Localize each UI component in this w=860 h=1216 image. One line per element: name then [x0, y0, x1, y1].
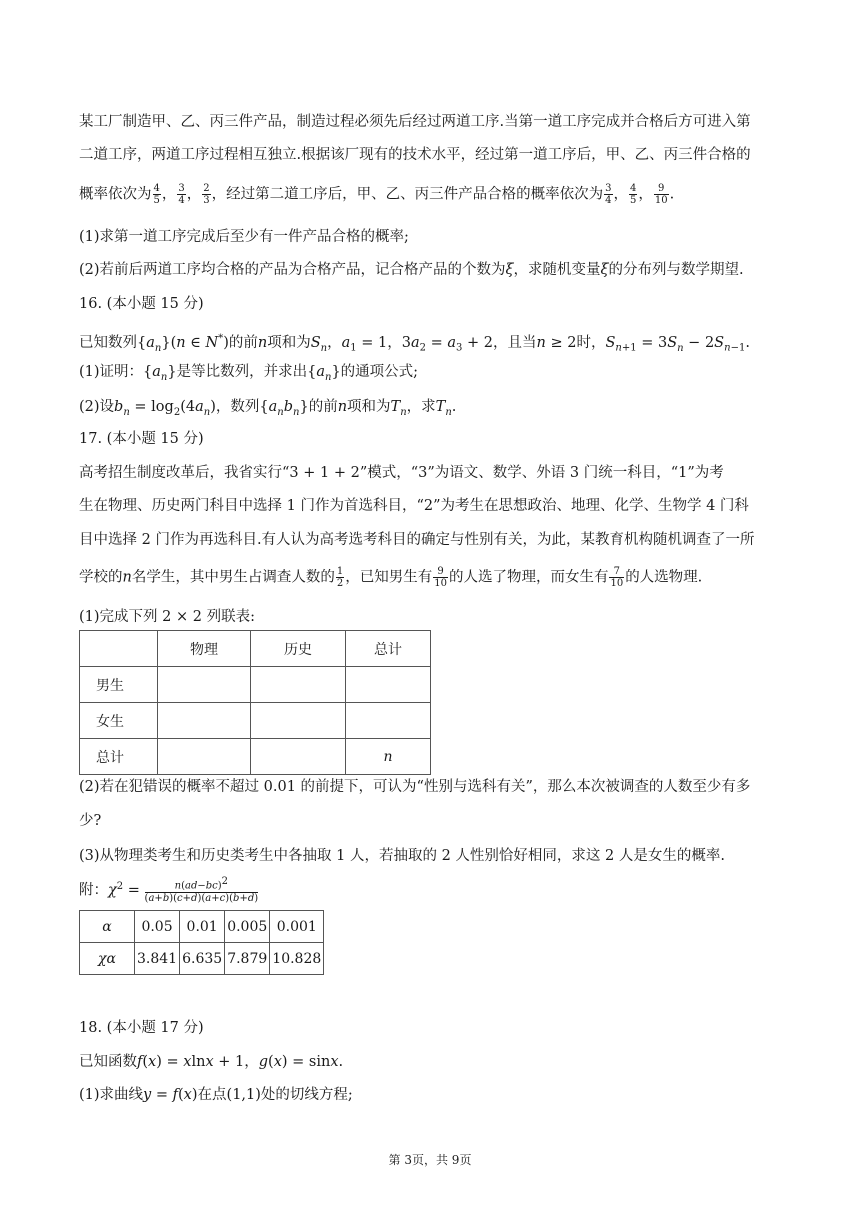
row-label: α: [80, 911, 135, 943]
p18-q1: (1)求曲线y = f(x)在点(1,1)处的切线方程;: [79, 1087, 353, 1103]
p16-line1: 已知数列$\{a_n\}(n$ ∈ N*)的前n项和为$S_n$，$a_1 = 1$，$3a_2 = a_3 + 2$，且当n ≥ 2时，$S_{n+1} = 3S_n - 2S_{n-1}$.: [79, 333, 750, 354]
table-cell: 10.828: [270, 943, 324, 975]
p15-line1: 某工厂制造甲、乙、丙三件产品，制造过程必须先后经过两道工序.当第一道工序完成并合格后方可进入第: [79, 114, 751, 130]
table-header: 物理: [158, 631, 251, 667]
p17-q3: (3)从物理类考生和历史类考生中各抽取 1 人，若抽取的 2 人性别恰好相同，求这 2 人是女生的概率.: [79, 848, 725, 864]
table-cell: 0.001: [270, 911, 324, 943]
chi-square-table: [79, 910, 324, 975]
fraction: $\frac{1}{2}$: [336, 566, 344, 589]
table-cell[interactable]: [251, 703, 346, 739]
p17-line2: 生在物理、历史两门科目中选择 1 门作为首选科目，“2”为考生在思想政治、地理、化学、生物学 4 门科: [79, 498, 749, 514]
row-label: 女生: [80, 703, 158, 739]
p16-q2: (2)设$b_n = \log_2(4a_n)$，数列$\{a_nb_n\}$的前n项和为$T_n$，求$T_n$.: [79, 399, 457, 418]
table-cell: 0.01: [180, 911, 225, 943]
fraction: $\frac{7}{10}$: [610, 566, 624, 589]
row-label: 男生: [80, 667, 158, 703]
p18-header: 18. (本小题 17 分): [79, 1020, 204, 1036]
fraction: $\frac{3}{4}$: [178, 183, 185, 206]
p16-header: 16. (本小题 15 分): [79, 296, 204, 312]
p17-q1: (1)完成下列 2 × 2 列联表:: [79, 609, 255, 625]
fraction: $\frac{9}{10}$: [654, 183, 668, 206]
page-footer: 第 3页，共 9页: [388, 1153, 472, 1167]
contingency-table: [79, 630, 431, 775]
table-cell[interactable]: [80, 631, 158, 667]
table-cell: 7.879: [225, 943, 270, 975]
table-row: [80, 703, 431, 739]
table-cell: 6.635: [180, 943, 225, 975]
p15-q1: (1)求第一道工序完成后至少有一件产品合格的概率;: [79, 229, 409, 245]
row-label: χα: [80, 943, 135, 975]
chi-square-formula: 附：$\chi^2$ = $\frac{n(ad-bc)^2}{(a+b)(c+d)(a+c)(b+d)}$: [79, 876, 259, 905]
table-cell[interactable]: [251, 739, 346, 775]
fraction: $\frac{4}{5}$: [153, 183, 160, 206]
table-header: 总计: [346, 631, 431, 667]
p17-header: 17. (本小题 15 分): [79, 431, 204, 447]
p15-line2: 二道工序，两道工序过程相互独立.根据该厂现有的技术水平，经过第一道工序后，甲、乙、丙三件合格的: [79, 147, 751, 163]
fraction: $\frac{4}{5}$: [630, 183, 637, 206]
table-cell: n: [346, 739, 431, 775]
table-row: [80, 631, 431, 667]
fraction: $\frac{n(ad-bc)^2}{(a+b)(c+d)(a+c)(b+d)}$: [144, 876, 259, 905]
table-cell: 0.005: [225, 911, 270, 943]
table-cell[interactable]: [346, 667, 431, 703]
table-row: [80, 943, 324, 975]
table-cell[interactable]: [251, 667, 346, 703]
p15-q2: (2)若前后两道工序均合格的产品为合格产品，记合格产品的个数为ξ，求随机变量ξ的分布列与数学期望.: [79, 262, 744, 278]
table-cell[interactable]: [158, 703, 251, 739]
table-row: [80, 911, 324, 943]
table-header: 历史: [251, 631, 346, 667]
p16-q1: (1)证明：$\{a_n\}$是等比数列，并求出$\{a_n\}$的通项公式;: [79, 364, 419, 383]
p18-line1: 已知函数f(x) = xlnx + 1，g(x) = sinx.: [79, 1054, 344, 1070]
p17-line1: 高考招生制度改革后，我省实行“3 + 1 + 2”模式，“3”为语文、数学、外语 3 门统一科目，“1”为考: [79, 465, 724, 481]
table-cell[interactable]: [346, 703, 431, 739]
fraction: $\frac{9}{10}$: [434, 566, 447, 589]
table-cell[interactable]: [158, 667, 251, 703]
table-cell: 3.841: [135, 943, 180, 975]
fraction: $\frac{3}{4}$: [605, 183, 612, 206]
table-row: [80, 667, 431, 703]
p17-line3: 目中选择 2 门作为再选科目.有人认为高考选考科目的确定与性别有关，为此，某教育机构随机调查了一所: [79, 532, 755, 548]
table-cell: 0.05: [135, 911, 180, 943]
p17-q2b: 少?: [79, 813, 102, 829]
row-label: 总计: [80, 739, 158, 775]
p15-line3: 概率依次为 $\frac{4}{5}$ ， $\frac{3}{4}$ ， $\frac{2}{3}$ ，经过第二道工序后，甲、乙、丙三件产品合格的概率依次为 $\frac{3}{4}$ ， $\frac{4}{5}$ ， $\frac{9}{10}$ .: [79, 183, 675, 206]
table-cell[interactable]: [158, 739, 251, 775]
p17-line4: 学校的n名学生，其中男生占调查人数的 $\frac{1}{2}$ ，已知男生有 $\frac{9}{10}$ 的人选了物理，而女生有 $\frac{7}{10}$ 的人选物理.: [79, 566, 703, 589]
table-row: [80, 739, 431, 775]
p17-q2a: (2)若在犯错误的概率不超过 0.01 的前提下，可认为“性别与选科有关”，那么本次被调查的人数至少有多: [79, 779, 751, 795]
fraction: $\frac{2}{3}$: [203, 183, 210, 206]
